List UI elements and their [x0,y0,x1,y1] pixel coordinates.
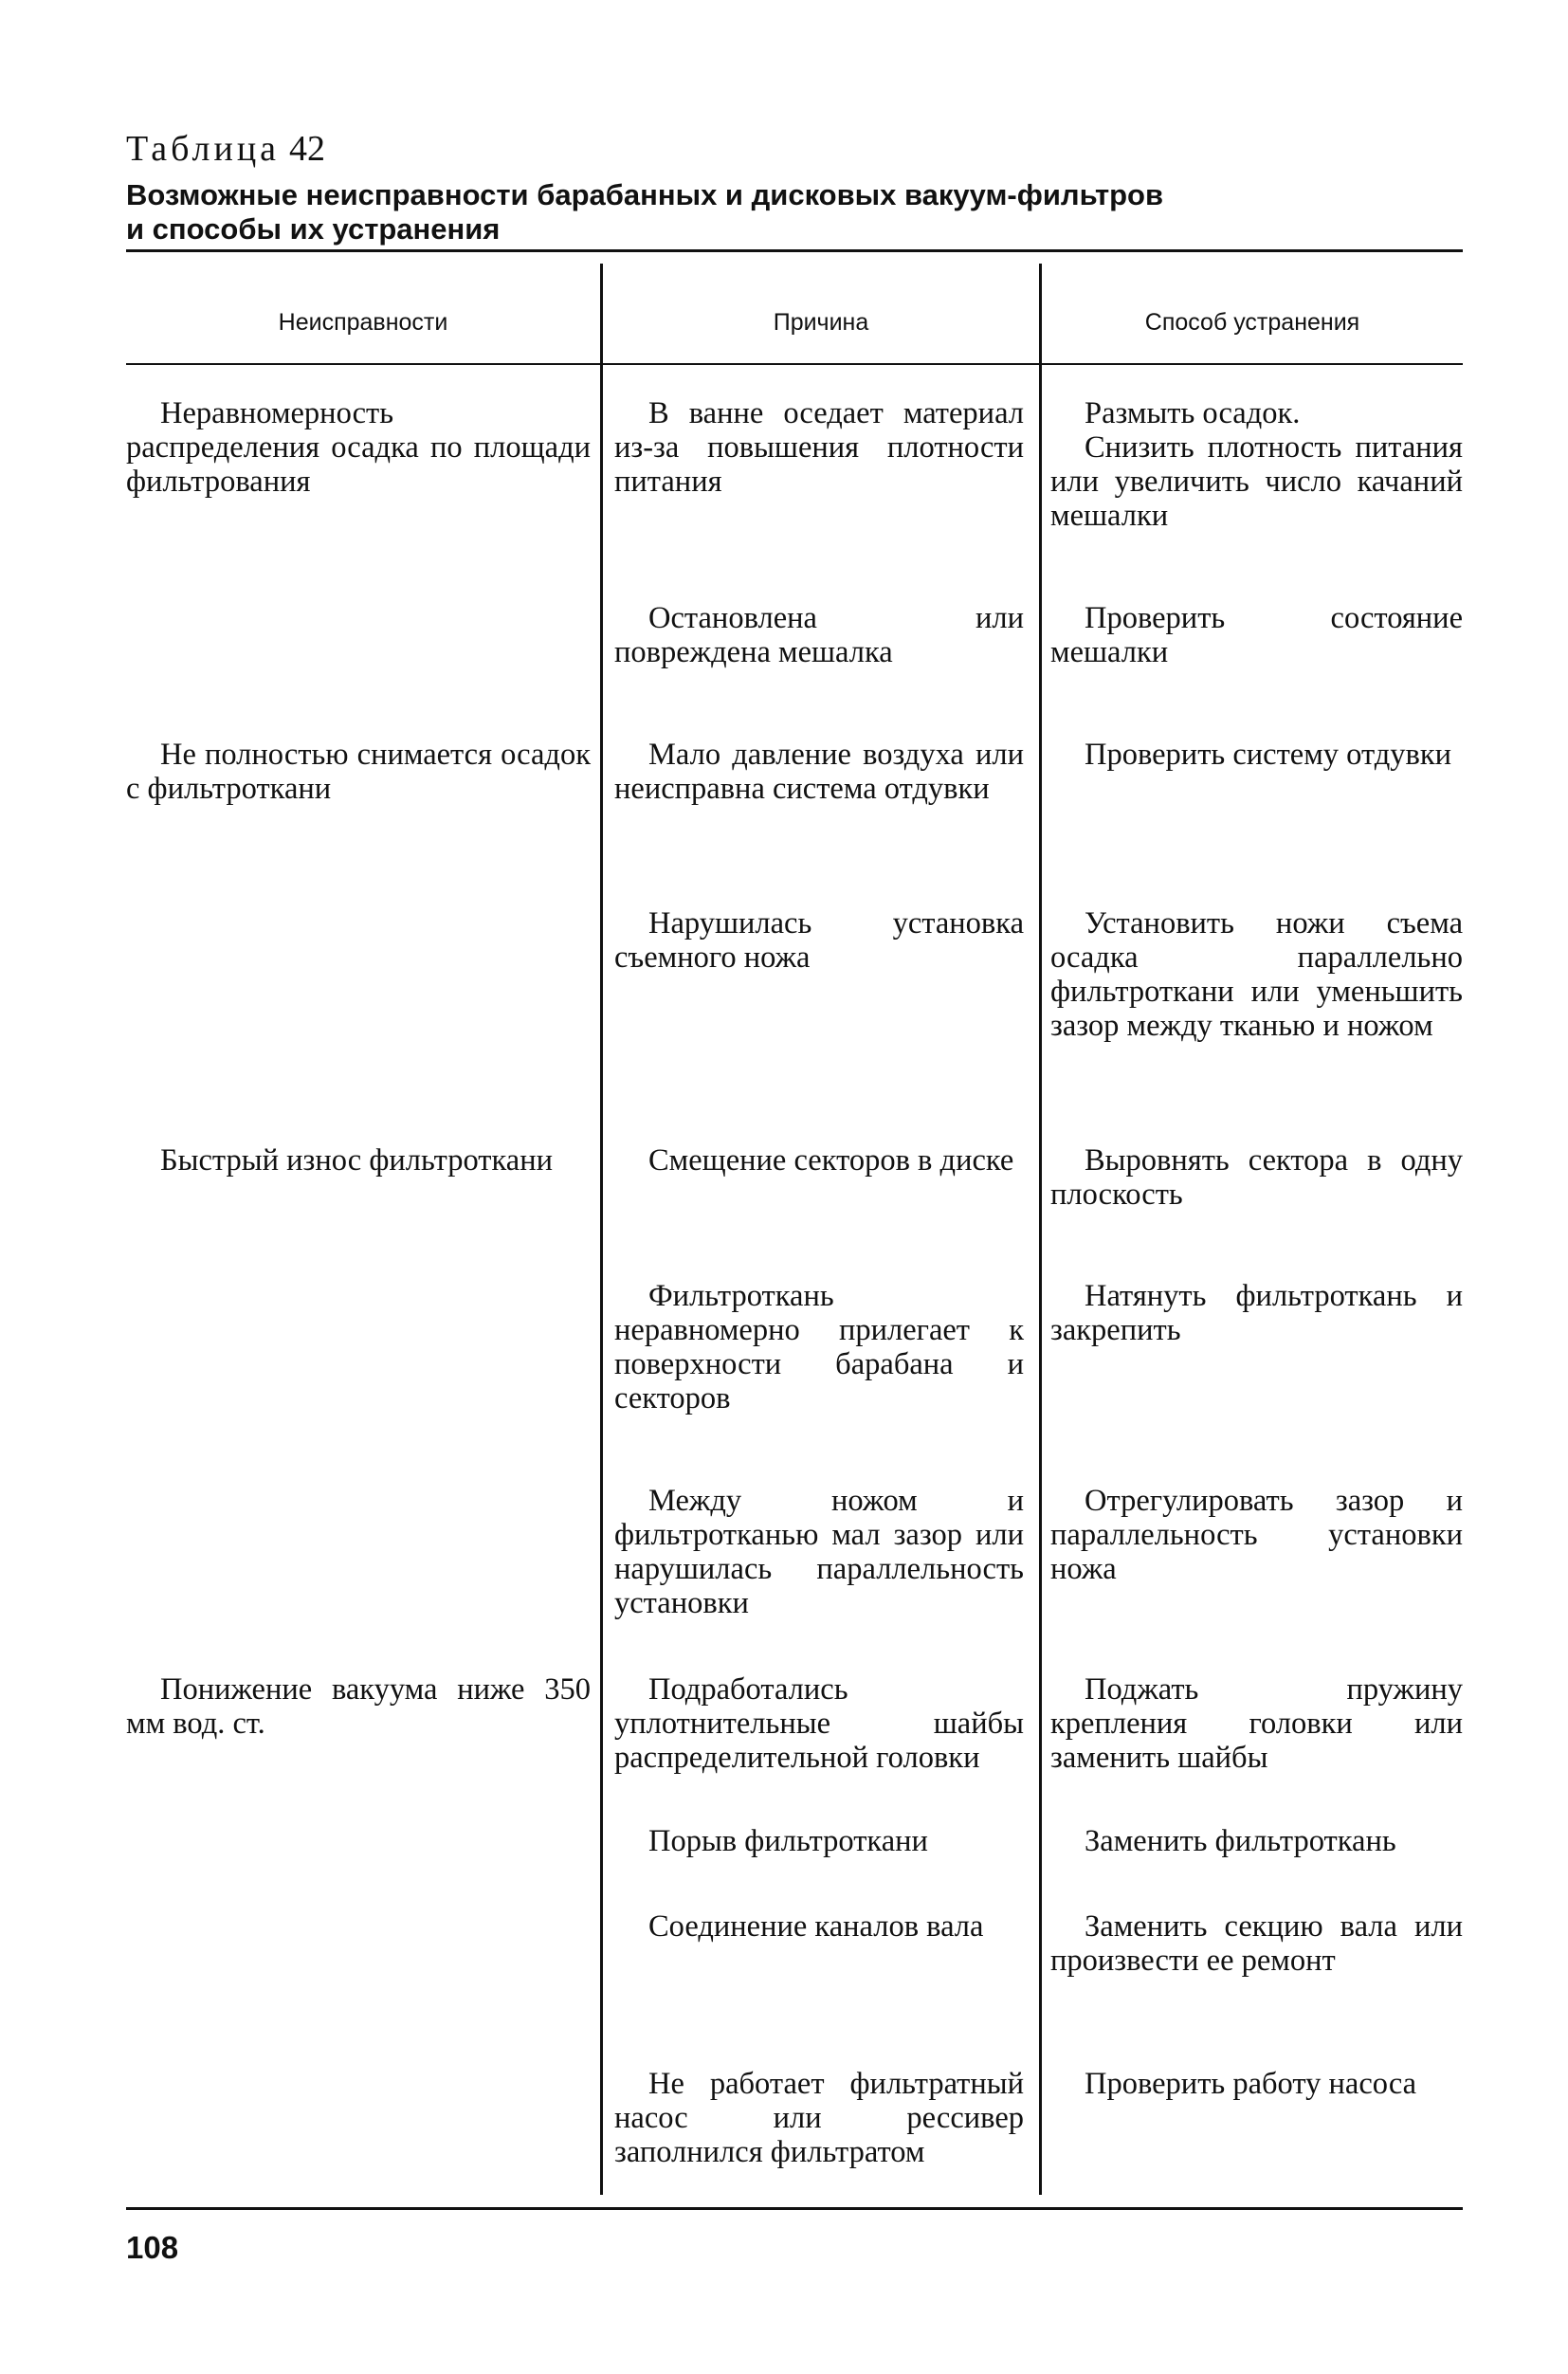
row-8-cause: Подработались уплотнительные шайбы распределительной головки [614,1672,1024,1775]
row-8-remedy: Поджать пружину крепления головки или заменить шайбы [1050,1672,1463,1775]
header-cause: Причина [773,308,869,336]
row-2-cause: Остановлена или повреждена мешалка [614,601,1024,669]
row-4-remedy: Установить ножи съема осадка параллельно фильтроткани или уменьшить зазор между тканью и ножом [1050,906,1463,1043]
row-3-fault: Не полностью снимается осадок с фильтроткани [126,738,591,806]
table-bottom-rule [126,2207,1463,2210]
row-3-cause: Мало давление воздуха или неисправна система отдувки [614,738,1024,806]
row-1-remedy-line-2: Снизить плотность питания или увеличить число качаний мешалки [1050,430,1463,533]
column-divider-1 [600,264,603,2195]
row-9-cause: Порыв фильтроткани [648,1824,928,1858]
row-11-cause: Не работает фильтратный насос или рессивер заполнился фильтратом [614,2067,1024,2169]
table-number: 42 [289,129,326,169]
table-caption-word: Таблица [126,129,281,169]
row-1-remedy [1050,396,1463,533]
row-1-fault: Неравномерность распределения осадка по площади фильтрования [126,396,591,499]
row-7-cause: Между ножом и фильтротканью мал зазор или нарушилась параллельность установки [614,1484,1024,1620]
header-bottom-rule [126,363,1463,365]
row-9-remedy: Заменить фильтроткань [1085,1824,1396,1858]
row-4-cause: Нарушилась установка съемного ножа [614,906,1024,975]
row-5-fault: Быстрый износ фильтроткани [160,1143,553,1178]
table-title-line-2: и способы их устранения [126,212,501,246]
row-2-remedy: Проверить состояние мешалки [1050,601,1463,669]
row-7-remedy: Отрегулировать зазор и параллельность установки ножа [1050,1484,1463,1586]
row-5-cause: Смещение секторов в диске [648,1143,1014,1178]
row-1-cause: В ванне оседает материал из-за повышения плотности питания [614,396,1024,499]
header-remedy: Способ устранения [1144,308,1360,336]
column-divider-2 [1039,264,1042,2195]
row-10-cause: Соединение каналов вала [648,1909,984,1944]
table-title [126,178,1358,247]
table-top-rule [126,249,1463,252]
header-fault: Неисправности [278,308,448,336]
page-number: 108 [126,2230,179,2265]
table-caption [126,131,325,167]
row-10-remedy: Заменить секцию вала или произвести ее ремонт [1050,1909,1463,1978]
row-6-remedy: Натянуть фильтроткань и закрепить [1050,1279,1463,1347]
row-1-remedy-line-1: Размыть осадок. [1085,396,1301,430]
row-3-remedy: Проверить систему отдувки [1085,738,1452,772]
row-6-cause: Фильтроткань неравномерно прилегает к поверхности барабана и секторов [614,1279,1024,1415]
row-5-remedy: Выровнять сектора в одну плоскость [1050,1143,1463,1212]
row-8-fault: Понижение вакуума ниже 350 мм вод. ст. [126,1672,591,1741]
row-11-remedy: Проверить работу насоса [1085,2067,1417,2101]
table-title-line-1: Возможные неисправности барабанных и дисковых вакуум-фильтров [126,178,1164,211]
